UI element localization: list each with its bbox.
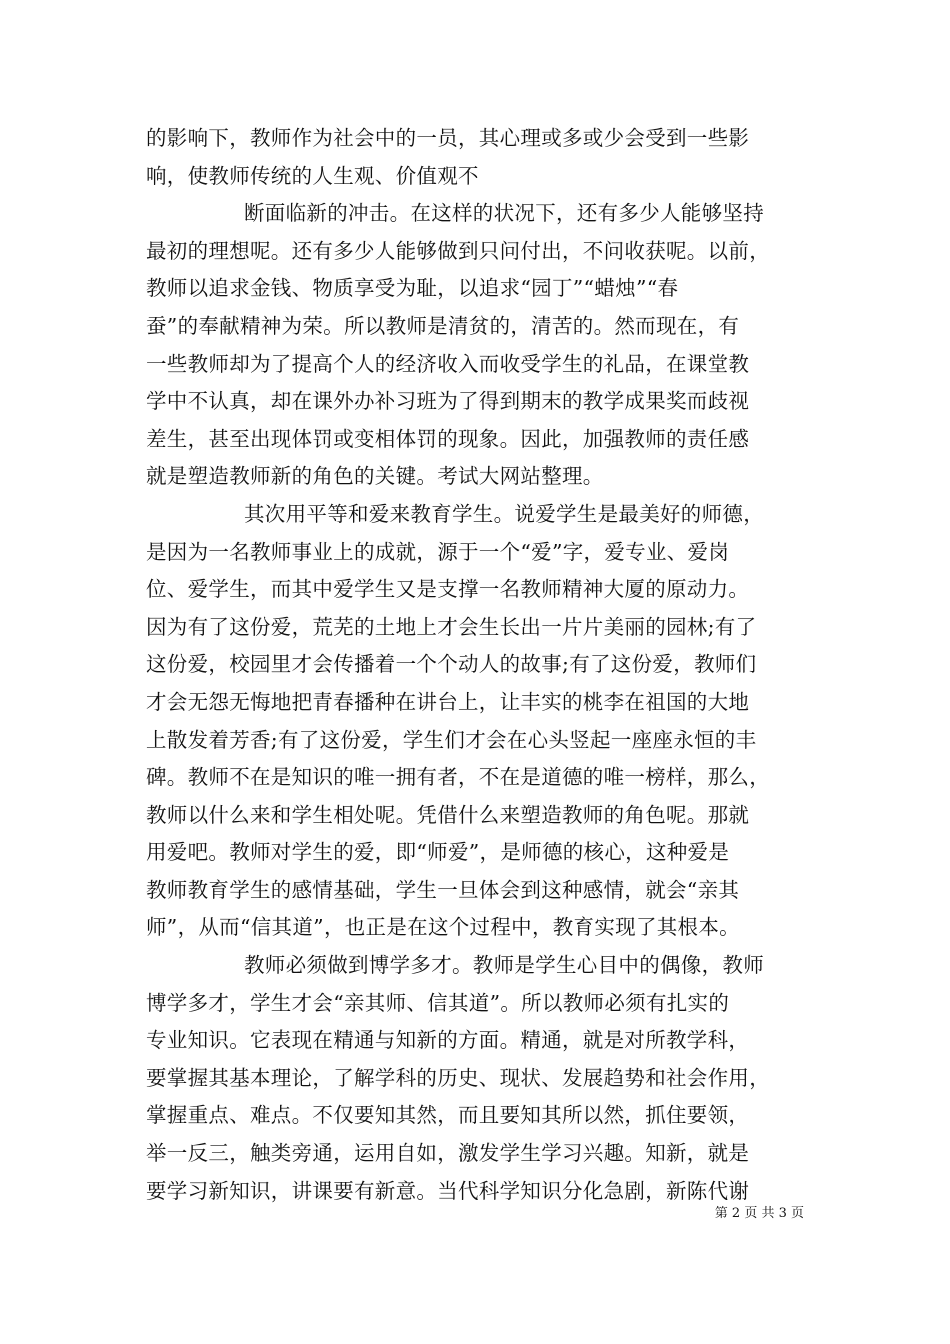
text-line: 教师必须做到博学多才。教师是学生心目中的偶像，教师 — [244, 953, 764, 978]
body-text — [146, 120, 814, 1210]
text-line: 位、爱学生，而其中爱学生又是支撑一名教师精神大厦的原动力。 — [146, 577, 750, 602]
text-line: 其次用平等和爱来教育学生。说爱学生是最美好的师德， — [244, 501, 764, 526]
text-line: 要掌握其基本理论，了解学科的历史、现状、发展趋势和社会作用， — [146, 1065, 770, 1090]
text-line: 掌握重点、难点。不仅要知其然，而且要知其所以然，抓住要领， — [146, 1103, 750, 1128]
text-line: 举一反三，触类旁通，运用自如，激发学生学习兴趣。知新，就是 — [146, 1141, 750, 1166]
text-line: 教师以追求金钱、物质享受为耻，以追求“园丁”“蜡烛”“春 — [146, 276, 679, 301]
text-line: 因为有了这份爱，荒芜的土地上才会生长出一片片美丽的园林;有了 — [146, 614, 757, 639]
text-line: 最初的理想呢。还有多少人能够做到只问付出，不问收获呢。以前， — [146, 238, 770, 263]
text-line: 专业知识。它表现在精通与知新的方面。精通，就是对所教学科， — [146, 1028, 750, 1053]
text-line: 师”，从而“信其道”，也正是在这个过程中，教育实现了其根本。 — [146, 915, 740, 940]
text-line: 教师教育学生的感情基础，学生一旦体会到这种感情，就会“亲其 — [146, 877, 740, 902]
text-line: 博学多才，学生才会“亲其师、信其道”。所以教师必须有扎实的 — [146, 990, 730, 1015]
text-line: 用爱吧。教师对学生的爱，即“师爱”，是师德的核心，这种爱是 — [146, 840, 730, 865]
text-line: 要学习新知识，讲课要有新意。当代科学知识分化急剧，新陈代谢 — [146, 1178, 750, 1203]
text-line: 断面临新的冲击。在这样的状况下，还有多少人能够坚持 — [244, 201, 764, 226]
text-line: 这份爱，校园里才会传播着一个个动人的故事;有了这份爱，教师们 — [146, 652, 757, 677]
text-line: 一些教师却为了提高个人的经济收入而收受学生的礼品，在课堂教 — [146, 351, 750, 376]
text-line: 蚕”的奉献精神为荣。所以教师是清贫的，清苦的。然而现在，有 — [146, 313, 740, 338]
text-line: 的影响下，教师作为社会中的一员，其心理或多或少会受到一些影 — [146, 126, 750, 150]
text-line: 响，使教师传统的人生观、价值观不 — [146, 163, 479, 188]
text-line: 才会无怨无悔地把青春播种在讲台上，让丰实的桃李在祖国的大地 — [146, 689, 750, 714]
text-line: 就是塑造教师新的角色的关键。考试大网站整理。 — [146, 464, 604, 489]
text-line: 差生，甚至出现体罚或变相体罚的现象。因此，加强教师的责任感 — [146, 426, 750, 451]
text-line: 是因为一名教师事业上的成就，源于一个“爱”字，爱专业、爱岗 — [146, 539, 730, 564]
text-line: 教师以什么来和学生相处呢。凭借什么来塑造教师的角色呢。那就 — [146, 802, 750, 827]
text-line: 上散发着芳香;有了这份爱，学生们才会在心头竖起一座座永恒的丰 — [146, 727, 757, 752]
text-line: 学中不认真，却在课外办补习班为了得到期末的教学成果奖而歧视 — [146, 389, 750, 414]
text-line: 碑。教师不在是知识的唯一拥有者，不在是道德的唯一榜样，那么， — [146, 765, 770, 790]
page-number-footer: 第 2 页 共 3 页 — [714, 1206, 804, 1221]
